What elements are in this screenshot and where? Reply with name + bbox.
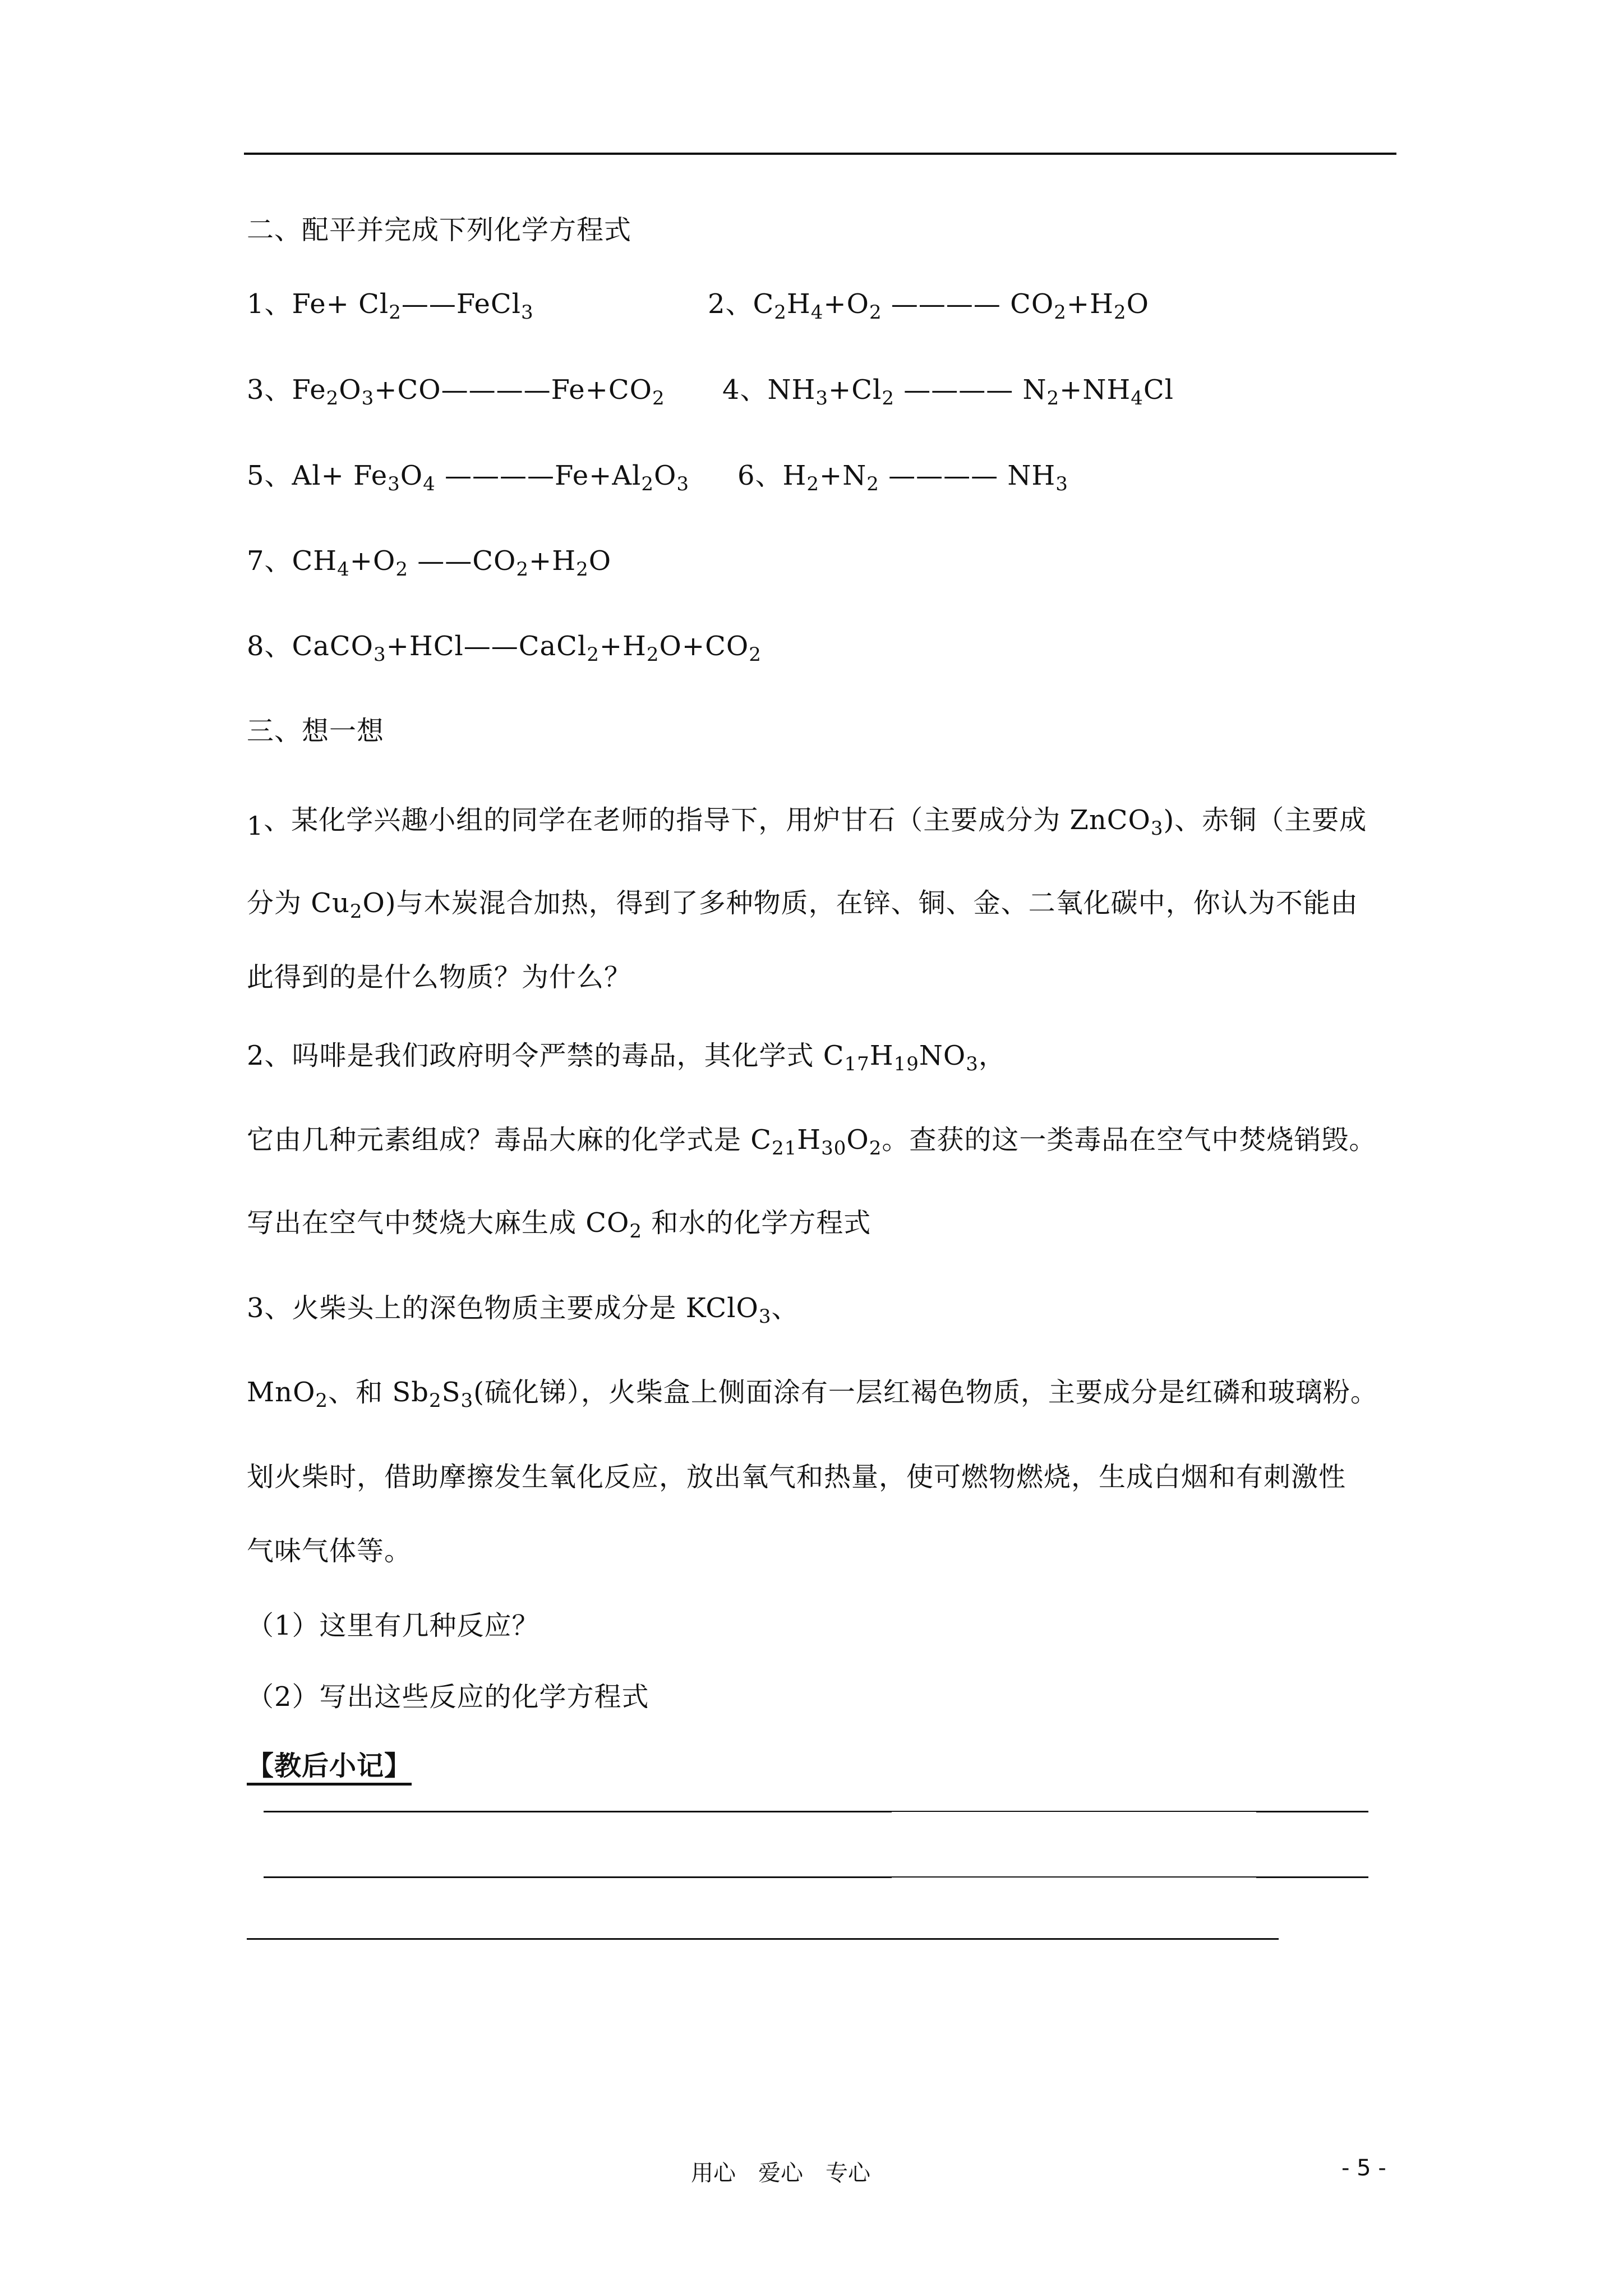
writing-line-1b — [892, 1811, 1256, 1812]
writing-line-2c — [1256, 1876, 1368, 1878]
footer-motto: 用心 爱心 专心 — [691, 2160, 870, 2186]
question-2-line-1: 2、吗啡是我们政府明令严禁的毒品，其化学式 $C_{17}H_{19}NO_3$， — [247, 1040, 1006, 1075]
equation-5: 5、$Al+ Fe_3O_4$ $————Fe+Al_2O_3$ — [247, 460, 689, 495]
question-3-sub-1: （1）这里有几种反应？ — [247, 1610, 540, 1641]
writing-line-3 — [247, 1938, 872, 1940]
section-2-title: 二、配平并完成下列化学方程式 — [247, 214, 632, 246]
question-3-line-2: MnO$_2$、和 $Sb_2S_3$(硫化锑），火柴盒上侧面涂有一层红褐色物质，主要成分是红磷和玻璃粉。 — [247, 1377, 1378, 1412]
question-1-line-2: 分为 $Cu_2O$)与木炭混合加热，得到了多种物质，在锌、铜、金、二氧化碳中，你认为不能由 — [247, 887, 1358, 923]
question-3-line-4: 气味气体等。 — [247, 1535, 412, 1567]
page-number: - 5 - — [1341, 2155, 1386, 2181]
writing-line-2b — [892, 1876, 1256, 1878]
question-1-line-1: 1、某化学兴趣小组的同学在老师的指导下，用炉甘石（主要成分为 ZnCO$_3$)、赤铜（主要成 — [247, 804, 1367, 841]
equation-6: 6、$H_2+N_2$ ———— $NH_3$ — [737, 460, 1068, 495]
equation-8: 8、$CaCO_3+HCl——CaCl_2+H_2O+CO_2$ — [247, 631, 762, 666]
section-3-title: 三、想一想 — [247, 715, 385, 747]
equation-4: 4、$NH_3+Cl_2$ ———— $N_2+NH_4Cl$ — [722, 374, 1174, 409]
writing-line-3b — [872, 1938, 1279, 1940]
writing-line-1c — [1256, 1811, 1368, 1812]
question-2-line-2: 它由几种元素组成？毒品大麻的化学式是 $C_{21}H_{30}O_2$。查获的这一类毒品在空气中焚烧销毁。 — [247, 1124, 1377, 1159]
notes-heading: 【教后小记】 — [247, 1749, 412, 1783]
equation-2: 2、$C_2H_4+O_2$ ———— $CO_2+H_2O$ — [708, 288, 1149, 324]
equation-7: 7、$CH_4+O_2$ $——CO_2+H_2O$ — [247, 545, 612, 581]
question-3-line-1: 3、火柴头上的深色物质主要成分是 KClO$_3$、 — [247, 1292, 799, 1328]
writing-line-2 — [264, 1876, 892, 1878]
question-3-line-3: 划火柴时，借助摩擦发生氧化反应，放出氧气和热量，使可燃物燃烧，生成白烟和有刺激性 — [247, 1461, 1347, 1493]
question-3-sub-2: （2）写出这些反应的化学方程式 — [247, 1681, 649, 1713]
equation-1: 1、$Fe+ Cl_2——FeCl_3$ — [247, 288, 534, 324]
equation-3: 3、$Fe_2O_3+CO————Fe+CO_2$ — [247, 374, 665, 409]
writing-line-1 — [264, 1811, 892, 1812]
header-rule — [244, 153, 1396, 155]
question-2-line-3: 写出在空气中焚烧大麻生成 $CO_2$ 和水的化学方程式 — [247, 1207, 872, 1243]
question-1-line-3: 此得到的是什么物质？为什么？ — [247, 961, 632, 993]
